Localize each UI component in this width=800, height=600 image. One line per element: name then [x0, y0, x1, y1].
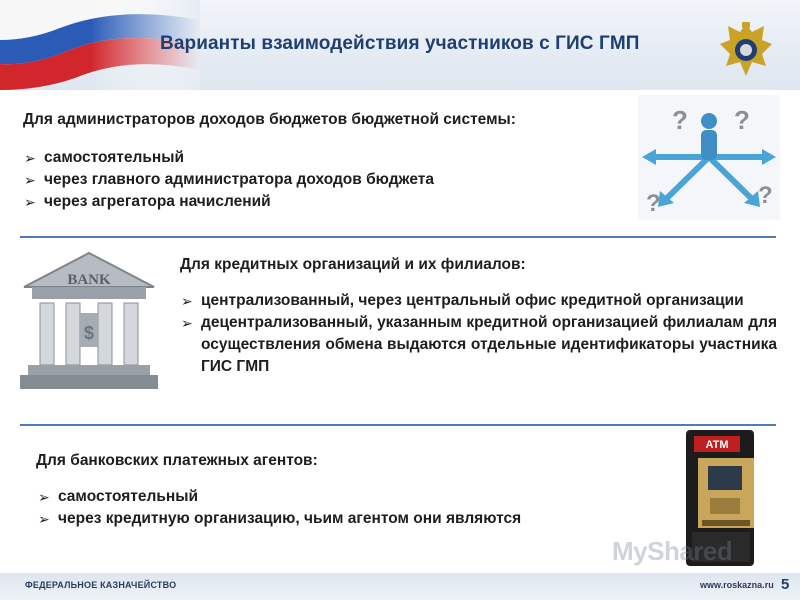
svg-text:$: $	[83, 323, 95, 343]
header	[0, 0, 800, 90]
arrow-bullet-icon: ➢	[38, 511, 50, 527]
list-item: ➢ через кредитную организацию, чьим агентом они являются	[38, 508, 618, 530]
section-banks-heading: Для кредитных организаций и их филиалов:	[180, 256, 526, 273]
arrow-bullet-icon: ➢	[24, 194, 36, 210]
list-item: ➢ децентрализованный, указанным кредитной организацией филиалам для осуществления обмена выдаются отдельные идентификаторы участника ГИС ГМП	[181, 314, 777, 375]
arrow-bullet-icon: ➢	[38, 489, 50, 505]
svg-text:?: ?	[672, 105, 688, 135]
list-item: ➢ самостоятельный	[24, 147, 604, 169]
arrow-bullet-icon: ➢	[24, 172, 36, 188]
watermark-text: MyShared	[612, 536, 733, 566]
section-agents-list	[38, 486, 618, 530]
svg-text:?: ?	[734, 105, 750, 135]
section-banks-list	[181, 290, 777, 378]
page-number: 5	[781, 576, 790, 593]
list-item: ➢ самостоятельный	[38, 486, 618, 508]
list-item: ➢ через главного администратора доходов бюджета	[24, 169, 604, 191]
network-person-image	[638, 95, 780, 220]
arrow-bullet-icon: ➢	[181, 315, 193, 331]
section-admins-heading: Для администраторов доходов бюджетов бюджетной системы:	[23, 111, 516, 128]
page-title: Варианты взаимодействия участников с ГИС ГМП	[160, 33, 640, 54]
section-admins-list	[24, 147, 604, 213]
footer-website-link[interactable]: www.roskazna.ru	[700, 580, 774, 590]
list-item: ➢ централизованный, через центральный офис кредитной организации	[181, 290, 777, 312]
arrow-bullet-icon: ➢	[181, 293, 193, 309]
arrow-bullet-icon: ➢	[24, 150, 36, 166]
svg-text:?: ?	[646, 190, 661, 217]
section-agents-heading: Для банковских платежных агентов:	[36, 452, 318, 469]
svg-text:?: ?	[758, 182, 773, 209]
bank-building-image	[14, 247, 164, 399]
footer-org: ФЕДЕРАЛЬНОЕ КАЗНАЧЕЙСТВО	[25, 580, 177, 590]
section-divider	[20, 236, 776, 238]
list-item: ➢ через агрегатора начислений	[24, 191, 604, 213]
bank-sign: BANK	[67, 272, 111, 288]
footer	[0, 573, 800, 600]
treasury-emblem-icon	[718, 20, 774, 80]
section-divider	[20, 424, 776, 426]
atm-sign: ATM	[705, 439, 729, 451]
